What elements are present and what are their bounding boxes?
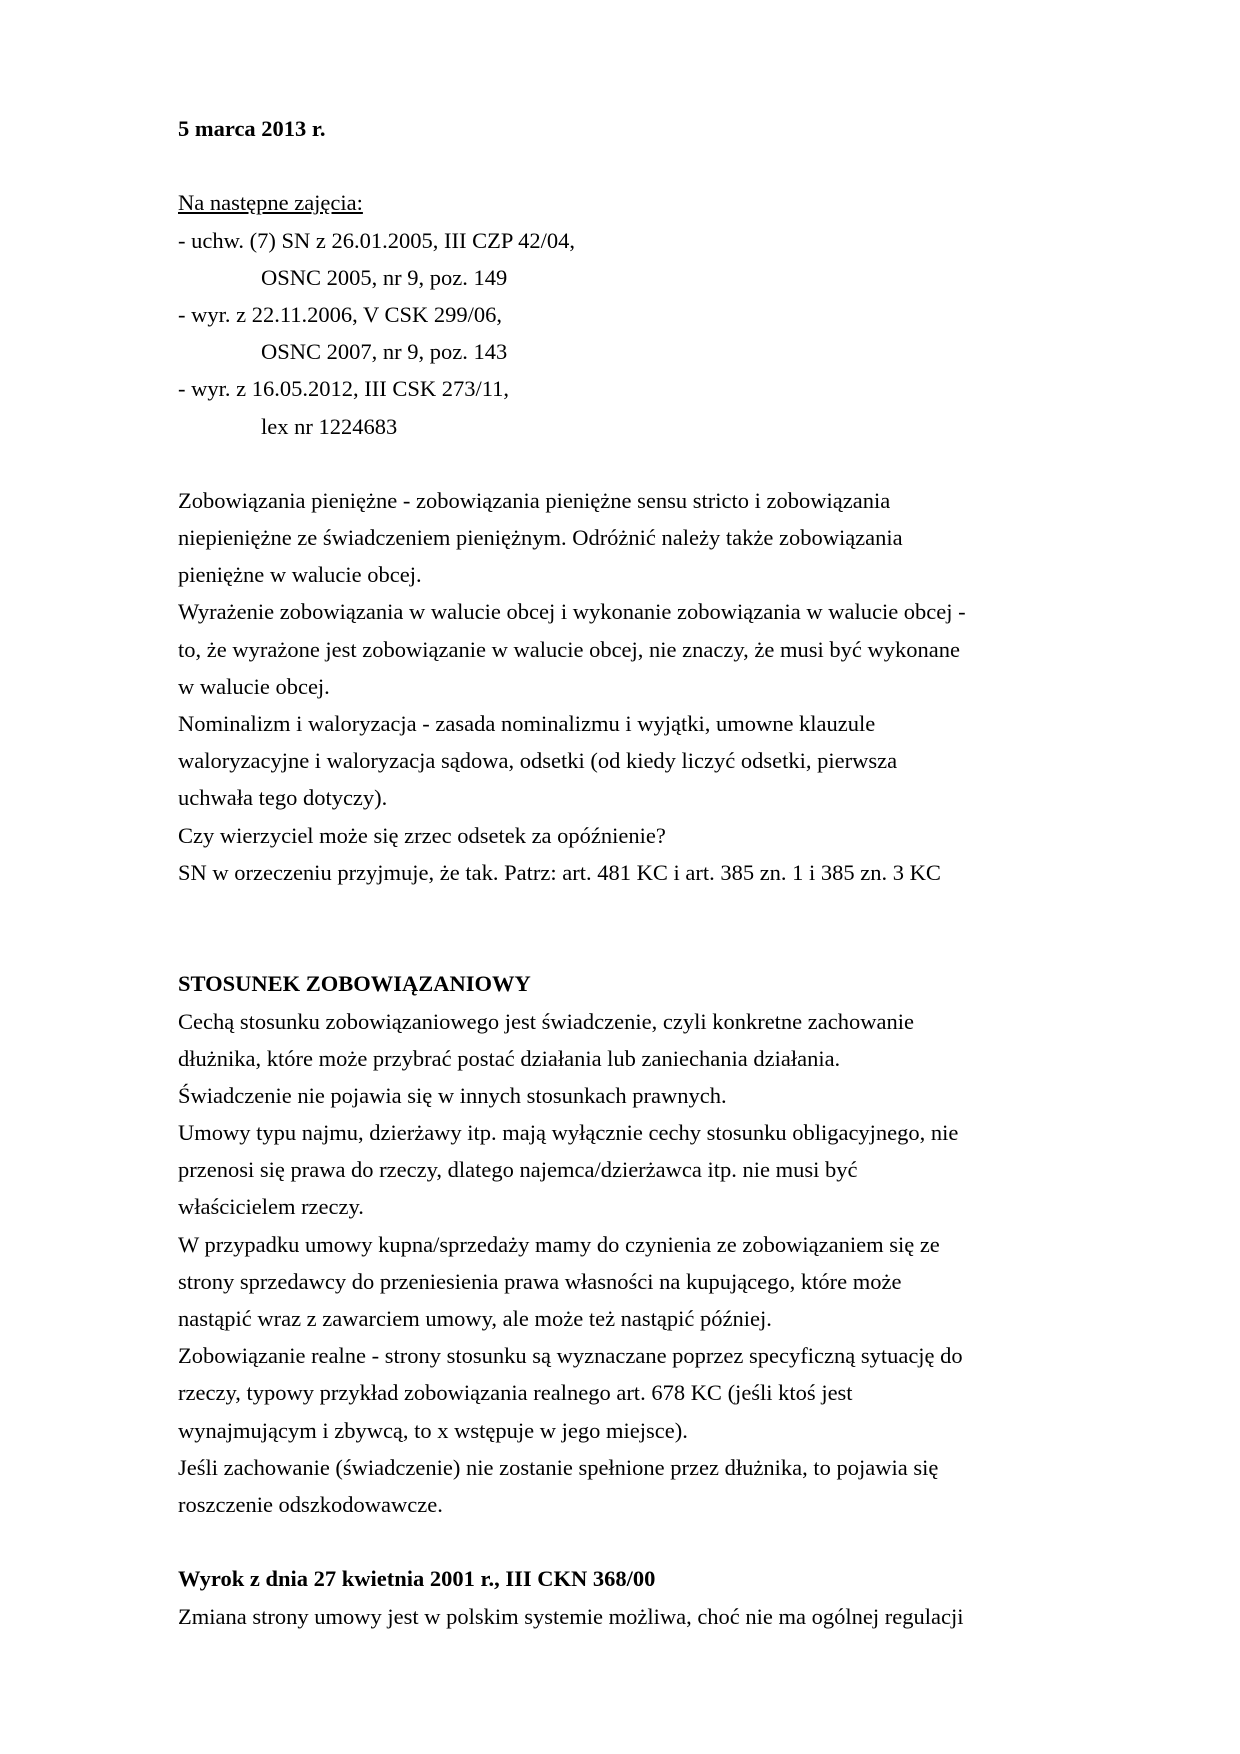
- paragraph-line: właścicielem rzeczy.: [178, 1194, 364, 1220]
- paragraph-line: przenosi się prawa do rzeczy, dlatego najemca/dzierżawca itp. nie musi być: [178, 1157, 858, 1183]
- spacer: [178, 891, 1078, 928]
- paragraph-line: Nominalizm i waloryzacja - zasada nominalizmu i wyjątki, umowne klauzule: [178, 711, 876, 736]
- reference-item: - wyr. z 22.11.2006, V CSK 299/06,: [178, 301, 502, 327]
- spacer: [178, 445, 1078, 482]
- reference-item: - wyr. z 16.05.2012, III CSK 273/11,: [178, 376, 510, 402]
- paragraph-line: w walucie obcej.: [178, 673, 330, 699]
- date-heading: 5 marca 2013 r.: [178, 116, 326, 141]
- reference-source: lex nr 1224683: [261, 413, 398, 439]
- paragraph-line: Umowy typu najmu, dzierżawy itp. mają wyłącznie cechy stosunku obligacyjnego, nie: [178, 1120, 959, 1146]
- paragraph-line: niepieniężne ze świadczeniem pieniężnym. Odróżnić należy także zobowiązania: [178, 525, 903, 551]
- spacer: [178, 147, 1078, 184]
- paragraph-line: Jeśli zachowanie (świadczenie) nie zostanie spełnione przez dłużnika, to pojawia się: [178, 1454, 939, 1480]
- paragraph-line: strony sprzedawcy do przeniesienia prawa własności na kupującego, które może: [178, 1268, 902, 1294]
- paragraph-line: to, że wyrażone jest zobowiązanie w walucie obcej, nie znaczy, że musi być wykonane: [178, 636, 960, 662]
- paragraph-line: wynajmującym i zbywcą, to x wstępuje w jego miejsce).: [178, 1417, 688, 1443]
- paragraph-line: Czy wierzyciel może się zrzec odsetek za opóźnienie?: [178, 822, 666, 848]
- paragraph-line: nastąpić wraz z zawarciem umowy, ale może też nastąpić później.: [178, 1306, 772, 1331]
- paragraph-line: roszczenie odszkodowawcze.: [178, 1491, 443, 1517]
- paragraph-line: Wyrażenie zobowiązania w walucie obcej i wykonanie zobowiązania w walucie obcej -: [178, 599, 966, 625]
- paragraph-line: Cechą stosunku zobowiązaniowego jest świadczenie, czyli konkretne zachowanie: [178, 1008, 914, 1034]
- paragraph-line: W przypadku umowy kupna/sprzedaży mamy do czynienia ze zobowiązaniem się ze: [178, 1231, 940, 1257]
- paragraph-line: uchwała tego dotyczy).: [178, 785, 388, 811]
- spacer: [178, 928, 1078, 965]
- paragraph-line: Świadczenie nie pojawia się w innych stosunkach prawnych.: [178, 1082, 727, 1108]
- judgment-heading: Wyrok z dnia 27 kwietnia 2001 r., III CKN 368/00: [178, 1566, 656, 1592]
- paragraph-line: pieniężne w walucie obcej.: [178, 562, 422, 588]
- spacer: [178, 1523, 1078, 1560]
- paragraph-line: rzeczy, typowy przykład zobowiązania realnego art. 678 KC (jeśli ktoś jest: [178, 1380, 853, 1406]
- paragraph-line: Zobowiązania pieniężne - zobowiązania pieniężne sensu stricto i zobowiązania: [178, 487, 891, 513]
- reference-item: - uchw. (7) SN z 26.01.2005, III CZP 42/04,: [178, 227, 576, 253]
- paragraph-line: Zmiana strony umowy jest w polskim systemie możliwa, choć nie ma ogólnej regulacji: [178, 1603, 964, 1629]
- paragraph-line: SN w orzeczeniu przyjmuje, że tak. Patrz: art. 481 KC i art. 385 zn. 1 i 385 zn. 3 KC: [178, 859, 941, 885]
- paragraph-line: dłużnika, które może przybrać postać działania lub zaniechania działania.: [178, 1045, 841, 1071]
- section-heading: STOSUNEK ZOBOWIĄZANIOWY: [178, 971, 531, 997]
- next-class-label: Na następne zajęcia:: [178, 190, 363, 216]
- paragraph-line: waloryzacyjne i waloryzacja sądowa, odsetki (od kiedy liczyć odsetki, pierwsza: [178, 748, 898, 774]
- document-page: [178, 110, 1078, 1635]
- paragraph-line: Zobowiązanie realne - strony stosunku są wyznaczane poprzez specyficzną sytuację do: [178, 1343, 963, 1369]
- reference-source: OSNC 2005, nr 9, poz. 149: [261, 264, 508, 290]
- reference-source: OSNC 2007, nr 9, poz. 143: [261, 339, 508, 365]
